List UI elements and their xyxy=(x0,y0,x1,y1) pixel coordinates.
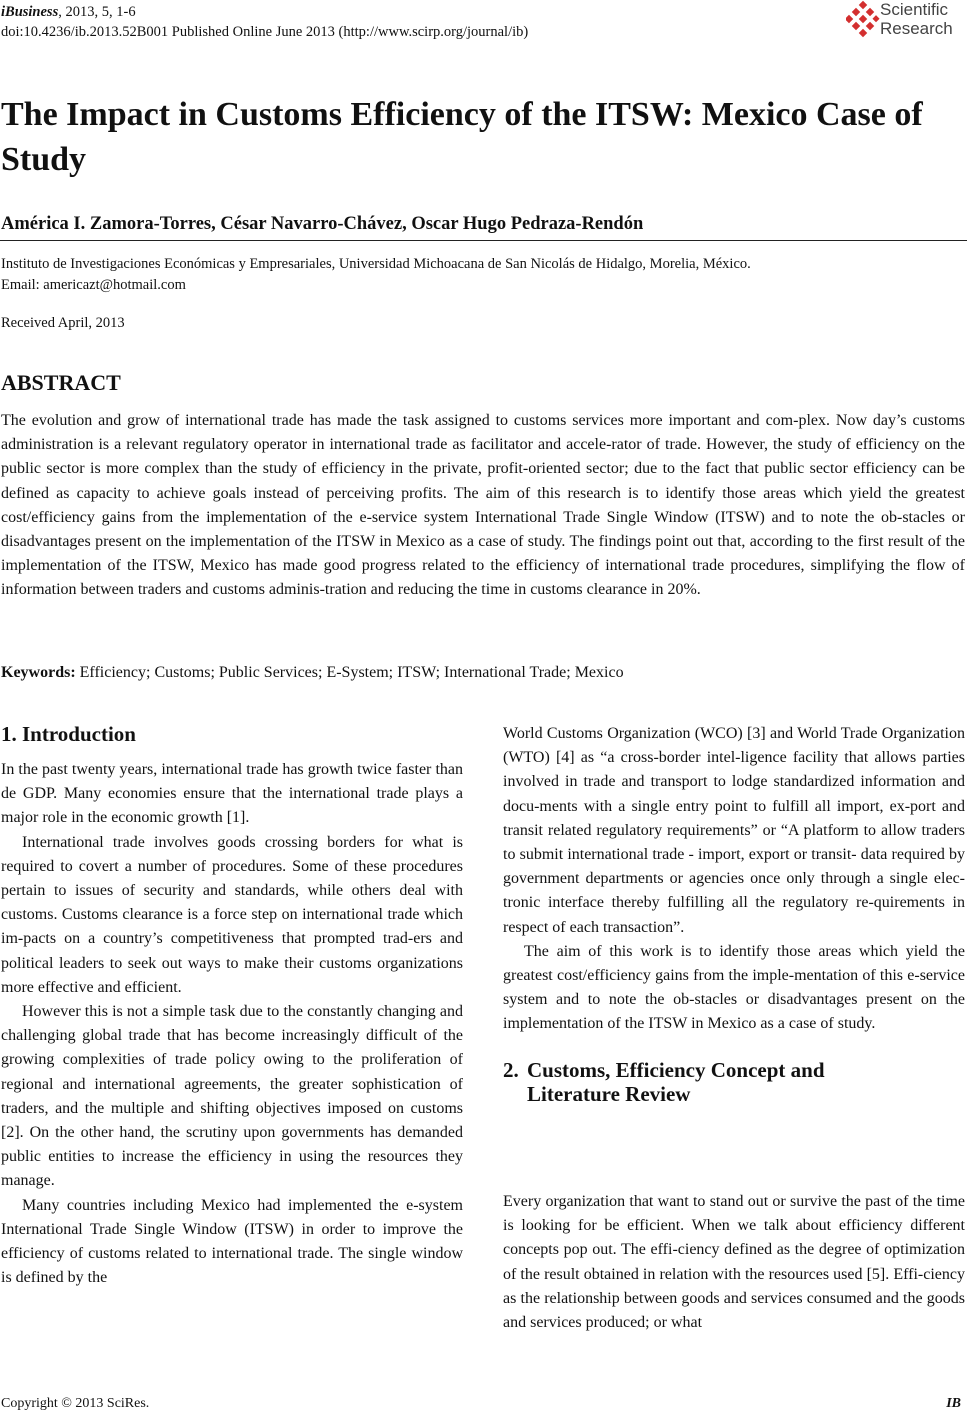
journal-volume: , 2013, 5, 1-6 xyxy=(58,4,136,20)
intro-paragraph-3: However this is not a simple task due to the constantly changing and challenging global trade that has become increasingly difficult of the growing complexities of trade policy owing to the proliferation of regional and international agreements, the greater sophistication of traders, and the multiple and shifting objectives imposed on customs [2]. On the other hand, the scrutiny upon governments has demanded public entities to increase the efficiency in using the resources they manage. xyxy=(1,1003,463,1190)
right-paragraph-1: World Customs Organization (WCO) [3] and World Trade Organization (WTO) [4] as “a cross-border intel-ligence facility that allows parties involved in trade and transport to lodge standardized information and docu-ments with a single entry point to fulfill all import, ex-port and transit related regulatory requirements” or “A platform to allow traders to submit international trade - import, export or transit- data required by government departments or agencies once only through a single elec-tronic interface thereby fulfilling all the regulatory re-quirements in respect of each transaction”. xyxy=(503,725,965,936)
section-1-heading: 1. Introduction xyxy=(1,722,136,746)
received-date: Received April, 2013 xyxy=(1,315,125,331)
section-2-title-line-2: Literature Review xyxy=(527,1082,691,1106)
running-header xyxy=(1,2,528,42)
author-list: América I. Zamora-Torres, César Navarro-Chávez, Oscar Hugo Pedraza-Rendón xyxy=(1,214,644,234)
keywords-line xyxy=(1,664,965,682)
affiliation: Instituto de Investigaciones Económicas y Empresariales, Universidad Michoacana de San Nicolás de Hidalgo, Morelia, México. xyxy=(1,256,751,272)
abstract-heading: ABSTRACT xyxy=(1,370,121,395)
logo-diamond-icon xyxy=(846,0,880,40)
keywords-label: Keywords: xyxy=(1,664,76,681)
affiliation-block xyxy=(1,254,751,296)
scientific-research-logo xyxy=(846,0,967,44)
journal-citation xyxy=(1,2,528,22)
author-email: Email: americazt@hotmail.com xyxy=(1,277,186,293)
journal-name: iBusiness xyxy=(1,4,59,20)
section-2-number: 2. xyxy=(503,1058,519,1082)
left-column xyxy=(1,758,463,1290)
intro-paragraph-1: In the past twenty years, international trade has growth twice faster than de GDP. Many economies ensure that the international trade plays a major role in the economic growth [1]. xyxy=(1,761,463,827)
logo-wordmark xyxy=(880,0,953,38)
header-divider xyxy=(0,240,967,241)
journal-abbreviation: IB xyxy=(946,1396,961,1411)
intro-paragraph-4: Many countries including Mexico had implemented the e-system International Trade Single Window (ITSW) in order to improve the efficiency of customs related to international trade. The single window is defined by the xyxy=(1,1196,463,1287)
section-2-paragraph-1: Every organization that want to stand out or survive the past of the time is looking for be efficient. When we talk about efficiency different concepts pop out. The effi-ciency defined as the degree of optimization of the result obtained in relation with the resources used [5]. Effi-ciency as the relationship between goods and services consumed and the goods and services produced; or what xyxy=(503,1193,965,1332)
right-column xyxy=(503,722,965,1037)
logo-line-1: Scientific xyxy=(880,0,949,19)
abstract-text: The evolution and grow of international trade has made the task assigned to customs services more important and com-plex. Now day’s customs administration is a relevant regulatory operator in international trade as facilitator and accele-rator of trade. However, the study of efficiency on the public sector is more complex than the study of efficiency in the private, profit-oriented sector; due to the fact that public sector efficiency can be defined as capacity to achieve goals instead of perceiving profits. The aim of this research is to identify those areas which yield the greatest cost/efficiency gains from the implementation of the e-service system International Trade Single Window (ITSW) and to note the ob-stacles or disadvantages present on the implementation of the ITSW in Mexico as a case of study. The findings point out that, according to the first result of the implementation of the ITSW, Mexico has made good progress related to the efficiency of international trade procedures, simplifying the flow of information between traders and customs adminis-tration and reducing the time in customs clearance in 20%. xyxy=(1,412,965,599)
logo-line-2: Research xyxy=(880,19,953,38)
paper-title: The Impact in Customs Efficiency of the ITSW: Mexico Case of Study xyxy=(1,96,923,178)
section-2-body xyxy=(503,1190,965,1335)
section-2-heading xyxy=(503,1058,965,1106)
section-2-title-line-1: Customs, Efficiency Concept and xyxy=(527,1058,825,1082)
intro-paragraph-2: International trade involves goods crossing borders for what is required to covert a number of procedures. Some of these procedures pertain to issues of security and standards, while others deal with customs. Customs clearance is a force step on international trade which im-pacts on a country’s competitiveness that prompted trad-ers and political leaders to seek out ways to make their customs organizations more effective and efficient. xyxy=(1,833,463,996)
right-paragraph-2: The aim of this work is to identify those areas which yield the greatest cost/efficiency gains from the imple-mentation of this e-service system and to note the ob-stacles or disadvantages present on the implementation of the ITSW in Mexico as a case of study. xyxy=(503,942,965,1033)
copyright-footer: Copyright © 2013 SciRes. xyxy=(1,1396,150,1411)
doi-line: doi:10.4236/ib.2013.52B001 Published Online June 2013 (http://www.scirp.org/journal/ib) xyxy=(1,24,529,40)
keywords-list: Efficiency; Customs; Public Services; E-System; ITSW; International Trade; Mexico xyxy=(75,664,624,681)
